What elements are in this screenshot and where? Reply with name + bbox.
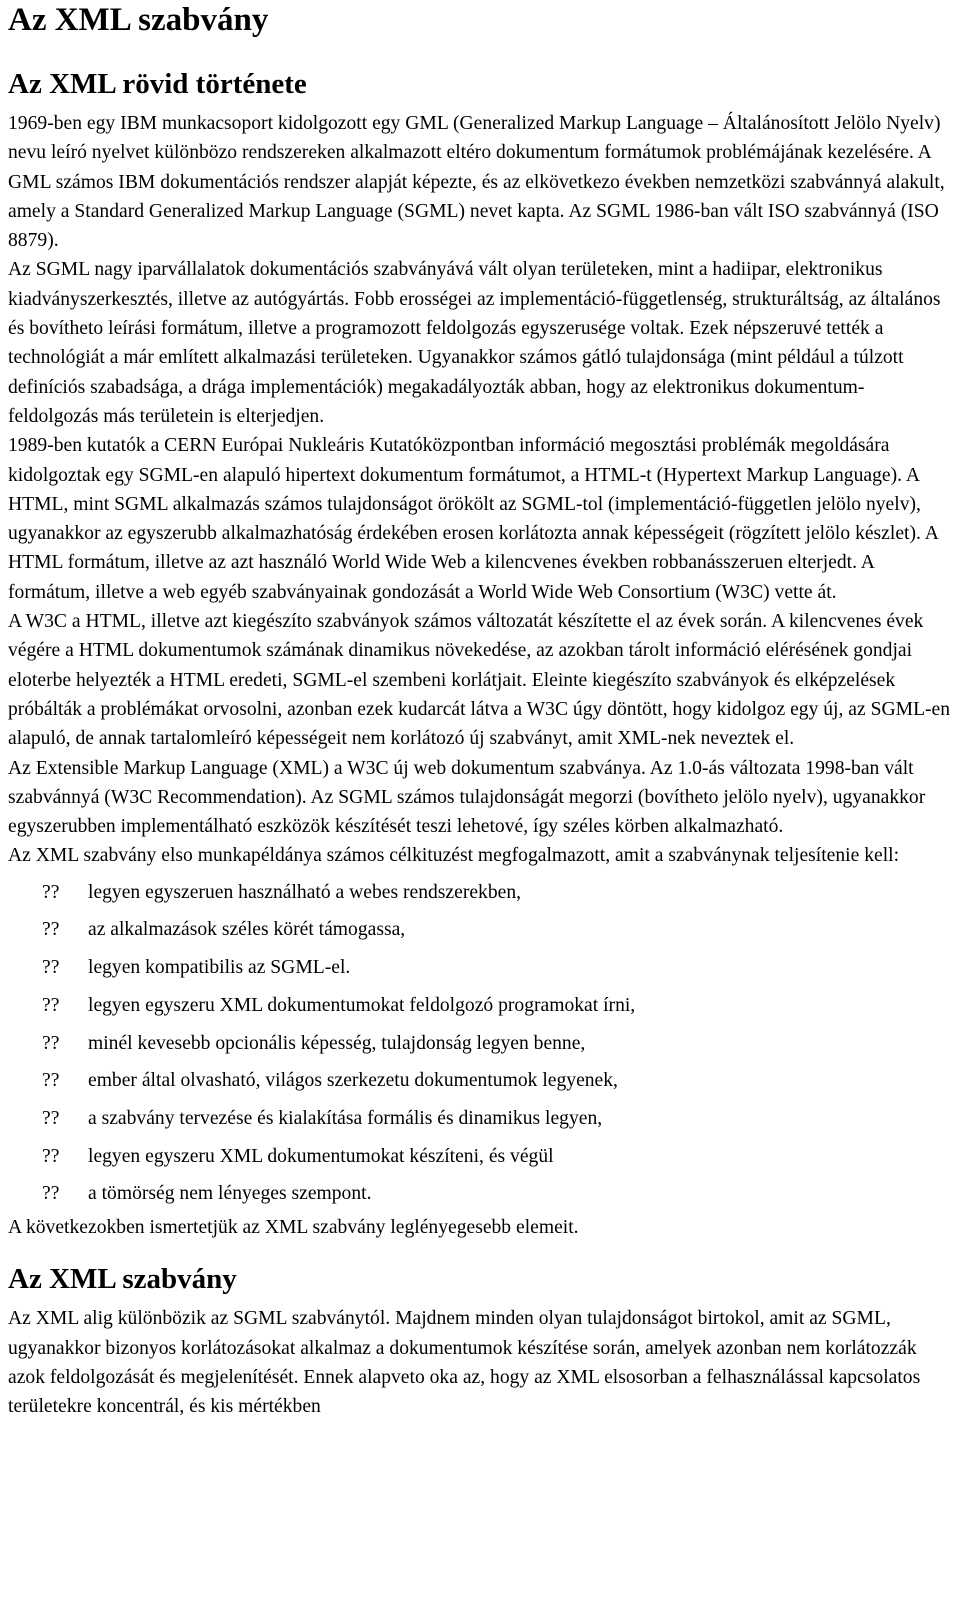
bullet-marker: ??: [42, 1183, 60, 1205]
bullet-marker: ??: [42, 957, 60, 979]
bullet-marker: ??: [42, 1070, 60, 1092]
list-item: ?? legyen egyszeruen használható a webes rendszerekben,: [8, 874, 952, 912]
paragraph-html-origin: 1989-ben kutatók a CERN Európai Nukleáris Kutatóközpontban információ megosztási problémák megoldására kidolgoztak egy SGML-en alapuló hipertext dokumentum formátumot, a HTML-t (Hypertext Markup Language). A HTML, mint SGML alkalmazás számos tulajdonságot örökölt az SGML-tol (implementáció-független jelölo nyelv), ugyanakkor az egyszerubb alkalmazhatóság érdekében erosen korlátozta annak képességeit (rögzített jelölo készlet). A HTML formátum, illetve az azt használó World Wide Web a kilencvenes években robbanásszeruen elterjedt. A formátum, illetve a web egyéb szabványainak gondozását a World Wide Web Consortium (W3C) vette át.: [8, 435, 938, 603]
list-item: ?? a szabvány tervezése és kialakítása formális és dinamikus legyen,: [8, 1100, 952, 1138]
list-item: ?? az alkalmazások széles körét támogassa,: [8, 911, 952, 949]
list-item: ?? ember által olvasható, világos szerkezetu dokumentumok legyenek,: [8, 1062, 952, 1100]
section-heading-standard: Az XML szabvány: [8, 1263, 237, 1296]
paragraph-w3c-xml: A W3C a HTML, illetve azt kiegészíto szabványok számos változatát készítette el az évek során. A kilencvenes évek végére a HTML dokumentumok számának dinamikus növekedése, az azokban tárolt információ elérésének gondjai eloterbe helyezték a HTML eredeti, SGML-el szembeni korlátjait. Eleinte kiegészíto szabványok és elképzelések próbálták a problémákat orvosolni, azonban ezek kudarcát látva a W3C úgy döntött, hogy kidolgoz egy új, az SGML-en alapuló, de annak tartalomleíró képességeit nem korlátozó új szabványt, amit XML-nek neveztek el.: [8, 611, 951, 750]
bullet-marker: ??: [42, 1032, 60, 1054]
paragraph-goals-intro: Az XML szabvány elso munkapéldánya számos célkituzést megfogalmazott, amit a szabványnak teljesítenie kell:: [8, 845, 900, 867]
list-item: ?? minél kevesebb opcionális képesség, tulajdonság legyen benne,: [8, 1025, 952, 1063]
bullet-marker: ??: [42, 1107, 60, 1129]
bullet-marker: ??: [42, 919, 60, 941]
list-item: ?? legyen kompatibilis az SGML-el.: [8, 949, 952, 987]
bullet-marker: ??: [42, 881, 60, 903]
paragraph-closing: A következokben ismertetjük az XML szabvány leglényegesebb elemeit.: [8, 1217, 579, 1239]
paragraph-xml-vs-sgml: Az XML alig különbözik az SGML szabványtól. Majdnem minden olyan tulajdonságot birtokol, amit az SGML, ugyanakkor bizonyos korlátozásokat alkalmaz a dokumentumok készítése során, amelyek azonban nem korlátozzák azok feldolgozását és megjelenítését. Ennek alapveto oka az, hogy az XML elsosorban a felhasználással kapcsolatos területekre koncentrál, és kis mértékben: [8, 1308, 921, 1418]
bullet-marker: ??: [42, 994, 60, 1016]
goals-list: [8, 874, 952, 1213]
paragraph-gml-origin: 1969-ben egy IBM munkacsoport kidolgozott egy GML (Generalized Markup Language – Általánosított Jelölo Nyelv) nevu leíró nyelvet különbözo rendszereken alkalmazott eltéro dokumentum formátumok problémájának kezelésére. A GML számos IBM dokumentációs rendszer alapját képezte, és az elkövetkezo években nemzetközi szabvánnyá alakult, amely a Standard Generalized Markup Language (SGML) nevet kapta. Az SGML 1986-ban vált ISO szabvánnyá (ISO 8879).: [8, 113, 945, 252]
paragraph-xml-definition: Az Extensible Markup Language (XML) a W3C új web dokumentum szabványa. Az 1.0-ás változata 1998-ban vált szabvánnyá (W3C Recommendation). Az SGML számos tulajdonságát megorzi (bovítheto jelölo nyelv), ugyanakkor egyszerubben implementálható eszközök készítését teszi lehetové, így széles körben alkalmazható.: [8, 757, 926, 838]
page-title: Az XML szabvány: [8, 2, 269, 38]
list-item: ?? legyen egyszeru XML dokumentumokat feldolgozó programokat írni,: [8, 987, 952, 1025]
list-item: ?? a tömörség nem lényeges szempont.: [8, 1175, 952, 1213]
bullet-marker: ??: [42, 1145, 60, 1167]
paragraph-sgml-industry: Az SGML nagy iparvállalatok dokumentációs szabványává vált olyan területeken, mint a hadiipar, elektronikus kiadványszerkesztés, illetve az autógyártás. Fobb erosségei az implementáció-függetlenség, strukturáltság, az általános és bovítheto leírási formátum, illetve a programozott feldolgozás egyszerusége voltak. Ezek népszeruvé tették a technológiát a már említett alkalmazási területeken. Ugyanakkor számos gátló tulajdonsága (mint például a túlzott definíciós szabadsága, a drága implementációk) megakadályozták abban, hogy az elektronikus dokumentum-feldolgozás más területein is elterjedjen.: [8, 259, 941, 427]
list-item: ?? legyen egyszeru XML dokumentumokat készíteni, és végül: [8, 1138, 952, 1176]
section-heading-history: Az XML rövid története: [8, 68, 307, 100]
